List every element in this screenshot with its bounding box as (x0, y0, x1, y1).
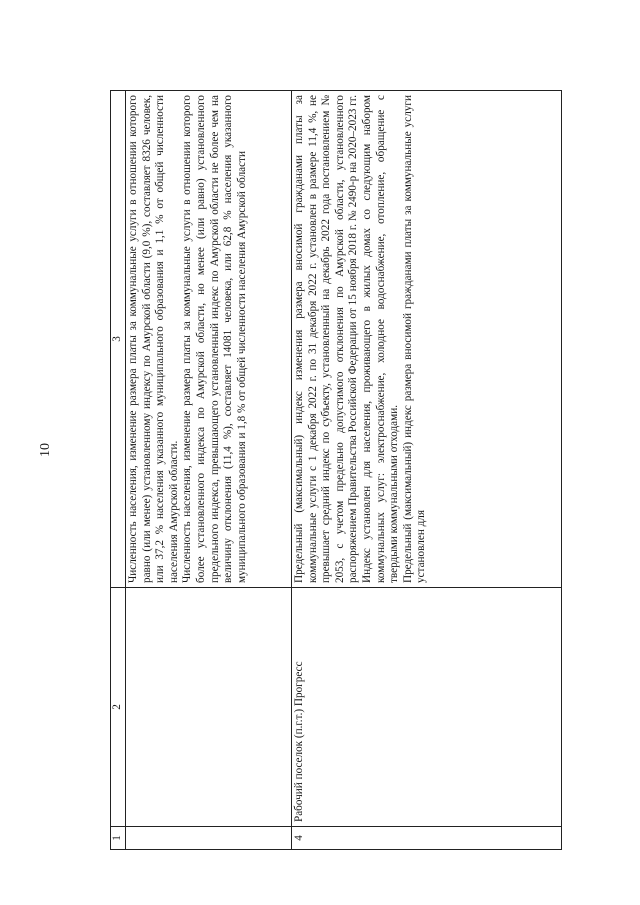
table-header-row (111, 91, 126, 850)
description-paragraph: Предельный (максимальный) индекс размера вносимой гражданами платы за коммунальные услуги установлен для (401, 95, 428, 583)
description-paragraph: Предельный (максимальный) индекс изменения размера вносимой гражданами платы за коммунальные услуги с 1 декабря 2022 г. по 31 декабря 2022 г. установлен в размере 11,4 %, не превышает средний индекс по субъекту, установленный на декабрь 2022 года постановлением № 2053, с учетом предельно допустимого отклонения по Амурской области, установленного распоряжением Правительства Российской Федерации от 15 ноября 2018 г. № 2490-р на 2020–2023 гг. Индекс установлен для населения, проживающего в жилых домах со следующим набором коммунальных услуг: электроснабжение, холодное водоснабжение, отопление, обращение с твердыми коммунальными отходами. (293, 95, 401, 583)
municipality-name (126, 588, 292, 827)
document-table (110, 90, 562, 850)
column-header-1: 1 (111, 827, 126, 850)
row-number: 4 (292, 827, 562, 850)
table-row (292, 91, 562, 850)
municipality-name: Рабочий поселок (п.г.т.) Прогресс (292, 588, 562, 827)
row-number (126, 827, 292, 850)
table-row (126, 91, 292, 850)
row-description (292, 91, 562, 588)
row-description (126, 91, 292, 588)
description-paragraph: Численность населения, изменение размера платы за коммунальные услуги в отношении которого равно (или менее) установленному индексу по Амурской области (9,0 %), составляет 8326 человек, или 37,2 % населения указанного муниципального образования и 1,1 % от общей численности населения Амурской области. (127, 95, 180, 583)
description-paragraph: Численность населения, изменение размера платы за коммунальные услуги в отношении которого более установленного индекса по Амурской области, но менее (или равно) установленного предельного индекса, превышающего установленный индекс по Амурской области не более чем на величину отклонения (11,4 %), составляет 14081 человека, или 62,8 % населения указанного муниципального образования и 1,8 % от общей численности населения Амурской области (181, 95, 248, 583)
page-number: 10 (38, 443, 53, 457)
column-header-2: 2 (111, 588, 126, 827)
column-header-3: 3 (111, 91, 126, 588)
rotated-table-container (110, 90, 562, 850)
